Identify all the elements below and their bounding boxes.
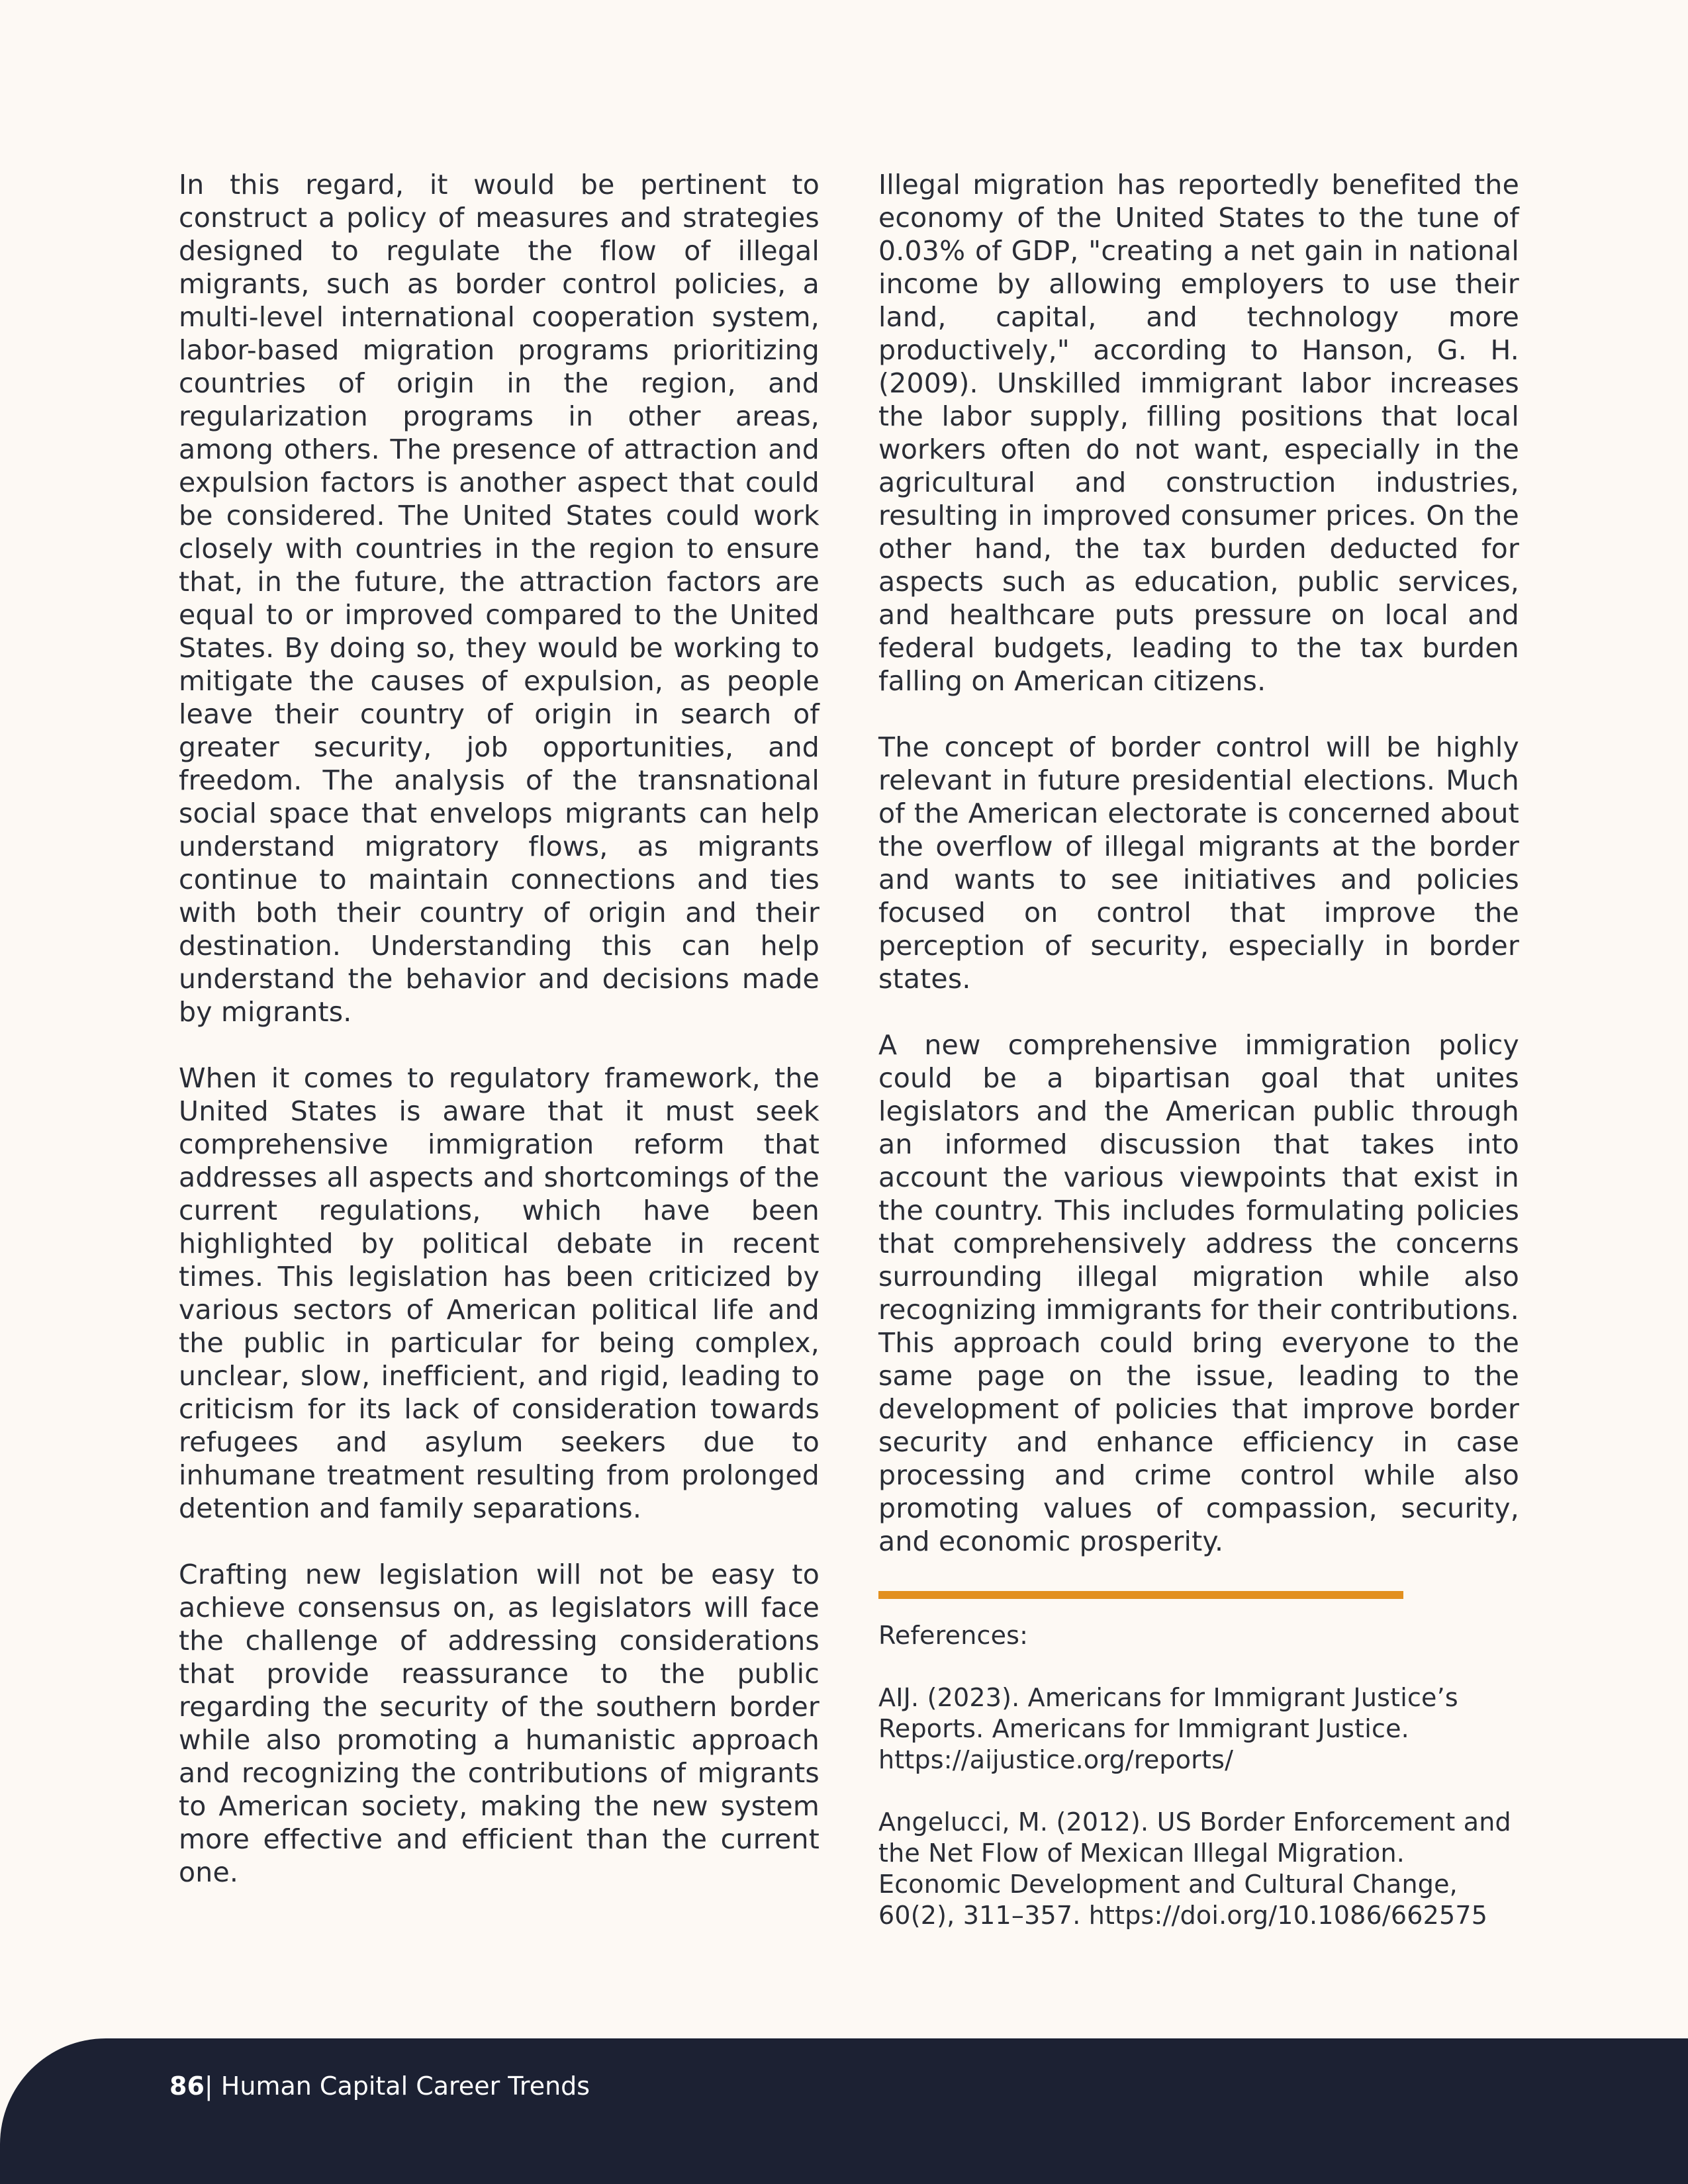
left-column [179, 168, 820, 1922]
publication-name: Human Capital Career Trends [212, 2071, 590, 2101]
references-section [878, 1620, 1519, 1931]
body-paragraph: When it comes to regulatory framework, the United States is aware that it must seek comprehensive immigration reform that addresses all aspects and shortcomings of the current regulations, which have been highlighted by political debate in recent times. This legislation has been criticized by various sectors of American political life and the public in particular for being complex, unclear, slow, inefficient, and rigid, leading to criticism for its lack of consideration towards refugees and asylum seekers due to inhumane treatment resulting from prolonged detention and family separations. [179, 1062, 820, 1524]
body-paragraph: A new comprehensive immigration policy could be a bipartisan goal that unites legislators and the American public through an informed discussion that takes into account the various viewpoints that exist in the country. This includes formulating policies that comprehensively address the concerns surrounding illegal migration while also recognizing immigrants for their contributions. This approach could bring everyone to the same page on the issue, leading to the development of policies that improve border security and enhance efficiency in case processing and crime control while also promoting values of compassion, security, and economic prosperity. [878, 1029, 1519, 1557]
section-divider [878, 1591, 1403, 1599]
footer-separator: | [204, 2071, 213, 2101]
footer-text [169, 2070, 590, 2103]
reference-item: AIJ. (2023). Americans for Immigrant Justice’s Reports. Americans for Immigrant Justice. https://aijustice.org/reports/ [878, 1683, 1458, 1774]
page-number: 86 [169, 2071, 205, 2101]
body-paragraph: In this regard, it would be pertinent to construct a policy of measures and strategies designed to regulate the flow of illegal migrants, such as border control policies, a multi-level international cooperation system, labor-based migration programs prioritizing countries of origin in the region, and regularization programs in other areas, among others. The presence of attraction and expulsion factors is another aspect that could be considered. The United States could work closely with countries in the region to ensure that, in the future, the attraction factors are equal to or improved compared to the United States. By doing so, they would be working to mitigate the causes of expulsion, as people leave their country of origin in search of greater security, job opportunities, and freedom. The analysis of the transnational social space that envelops migrants can help understand migratory flows, as migrants continue to maintain connections and ties with both their country of origin and their destination. Understanding this can help understand the behavior and decisions made by migrants. [179, 169, 820, 1028]
right-column [878, 168, 1519, 1962]
body-paragraph: The concept of border control will be highly relevant in future presidential elections. Much of the American electorate is concerned about the overflow of illegal migrants at the border and wants to see initiatives and policies focused on control that improve the perception of security, especially in border states. [878, 731, 1519, 995]
reference-item: Angelucci, M. (2012). US Border Enforcement and the Net Flow of Mexican Illegal Migration. Economic Development and Cultural Change, 60(2), 311–357. https://doi.org/10.1086/662575 [878, 1807, 1511, 1930]
body-paragraph: Illegal migration has reportedly benefited the economy of the United States to the tune of 0.03% of GDP, "creating a net gain in national income by allowing employers to use their land, capital, and technology more productively," according to Hanson, G. H. (2009). Unskilled immigrant labor increases the labor supply, filling positions that local workers often do not want, especially in the agricultural and construction industries, resulting in improved consumer prices. On the other hand, the tax burden deducted for aspects such as education, public services, and healthcare puts pressure on local and federal budgets, leading to the tax burden falling on American citizens. [878, 169, 1519, 697]
footer-bar [0, 2038, 1688, 2184]
body-paragraph: Crafting new legislation will not be easy to achieve consensus on, as legislators will face the challenge of addressing considerations that provide reassurance to the public regarding the security of the southern border while also promoting a humanistic approach and recognizing the contributions of migrants to American society, making the new system more effective and efficient than the current one. [179, 1559, 820, 1888]
references-heading: References: [878, 1621, 1029, 1650]
